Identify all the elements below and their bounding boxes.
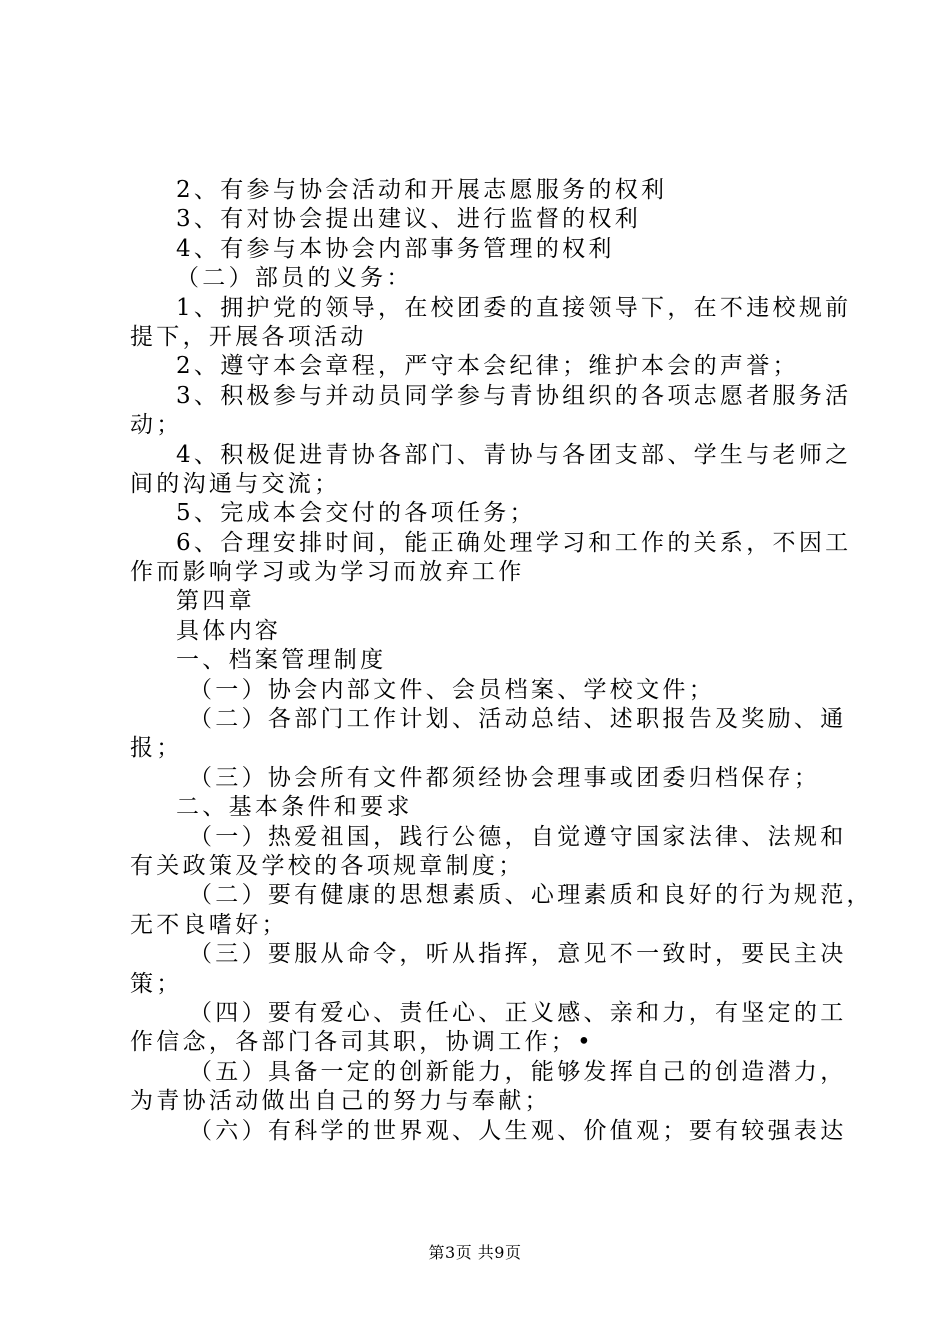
text-line: 为青协活动做出自己的努力与奉献； [130,1088,551,1115]
text-line: 4、有参与本协会内部事务管理的权利 [176,235,615,262]
text-line: 报； [130,735,183,762]
text-line: 3、积极参与并动员同学参与青协组织的各项志愿者服务活 [176,382,852,409]
text-line: 提下，开展各项活动 [130,323,367,350]
text-line: 作而影响学习或为学习而放弃工作 [130,559,525,586]
text-line: 3、有对协会提出建议、进行监督的权利 [176,206,642,233]
text-line: （五）具备一定的创新能力，能够发挥自己的创造潜力， [189,1058,847,1085]
text-line: 作信念，各部门各司其职，协调工作；• [130,1029,594,1056]
text-line: 二、基本条件和要求 [176,794,413,821]
text-line: 4、积极促进青协各部门、青协与各团支部、学生与老师之 [176,441,852,468]
text-line: （一）协会内部文件、会员档案、学校文件； [189,676,715,703]
text-line: （六）有科学的世界观、人生观、价值观；要有较强表达 [189,1117,847,1144]
text-line: 有关政策及学校的各项规章制度； [130,852,525,879]
text-line: （二）各部门工作计划、活动总结、述职报告及奖励、通 [189,706,847,733]
text-line: 2、遵守本会章程，严守本会纪律；维护本会的声誉； [176,353,799,380]
text-line: 2、有参与协会活动和开展志愿服务的权利 [176,177,668,203]
text-line: （二）要有健康的思想素质、心理素质和良好的行为规范， [189,882,873,909]
text-line: （四）要有爱心、责任心、正义感、亲和力，有坚定的工 [189,999,847,1026]
text-line: 5、完成本会交付的各项任务； [176,500,536,527]
page-footer: 第3页 共9页 [428,1243,522,1262]
text-line: 间的沟通与交流； [130,470,341,497]
text-line: （三）协会所有文件都须经协会理事或团委归档保存； [189,764,821,791]
text-line: 1、拥护党的领导，在校团委的直接领导下，在不违校规前 [176,294,852,321]
text-line: 具体内容 [176,617,282,644]
text-line: 策； [130,970,183,997]
document-body [130,176,873,1146]
text-line: （一）热爱祖国，践行公德，自觉遵守国家法律、法规和 [189,823,847,850]
text-line: （二）部员的义务： [176,265,413,292]
text-line: 一、档案管理制度 [176,647,387,674]
text-line: （三）要服从命令，听从指挥，意见不一致时，要民主决 [189,941,847,968]
text-line: 第四章 [176,588,255,615]
text-line: 无不良嗜好； [130,911,288,938]
text-line: 6、合理安排时间，能正确处理学习和工作的关系，不因工 [176,529,852,556]
text-line: 动； [130,412,183,439]
